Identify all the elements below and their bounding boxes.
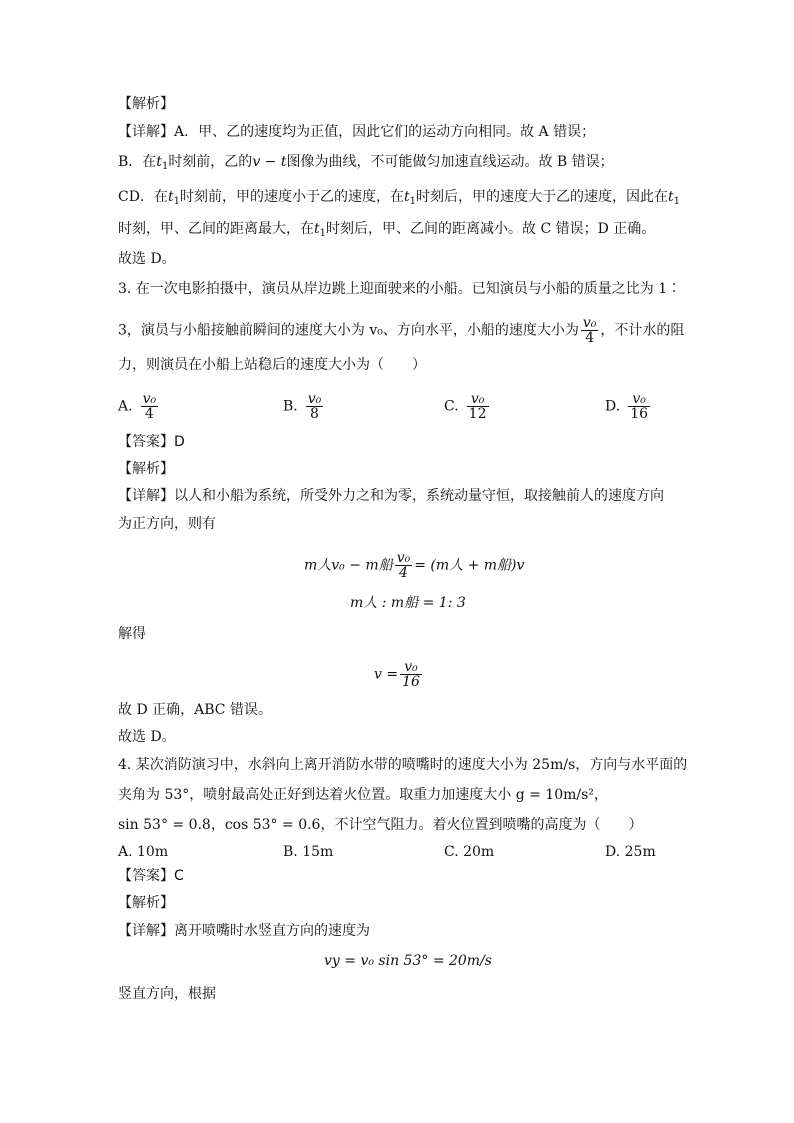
option-c	[444, 392, 491, 421]
fraction	[141, 392, 159, 421]
fraction-den: 16	[402, 674, 420, 690]
b-mid: 时刻前，乙的	[168, 154, 253, 170]
q3-detail-text: 以人和小船为系统，所受外力之和为零，系统动量守恒，取接触前人的速度方向	[174, 488, 664, 504]
detail-cd-line-2	[118, 219, 655, 244]
q4-detail-text: 离开喷嘴时水竖直方向的速度为	[174, 923, 370, 939]
q3-detail-line-1	[118, 486, 664, 506]
mass-ratio-equation: m人 : m船 = 1: 3	[350, 595, 466, 611]
option-d	[605, 392, 652, 421]
t1-sub: 1	[173, 196, 180, 207]
option-label: B.	[283, 398, 298, 415]
vertical-velocity-equation: vy = v₀ sin 53° = 20m/s	[324, 953, 492, 969]
fraction-den: 16	[630, 406, 649, 422]
q4-option-c: C. 20m	[444, 844, 495, 860]
q3-line2-b: ，不计水的阻	[600, 322, 685, 339]
q3-choose: 故选 D。	[118, 729, 176, 745]
t1-symbol: t	[403, 189, 410, 205]
t1-sub: 1	[161, 161, 169, 172]
cd-c: 时刻后，甲的速度大于乙的速度，因此在	[415, 189, 668, 205]
q3-analysis-heading: 【解析】	[118, 461, 174, 477]
fraction	[467, 392, 489, 421]
option-label: D.	[605, 398, 621, 415]
momentum-equation	[304, 551, 524, 580]
detail-a-text: A．甲、乙的速度均为正值，因此它们的运动方向相同。故 A 错误；	[174, 124, 596, 140]
q3-line-1: 3. 在一次电影拍摄中，演员从岸边跳上迎面驶来的小船。已知演员与小船的质量之比为 1∶	[118, 281, 682, 297]
option-b	[283, 392, 325, 421]
q3-detail-line-2: 为正方向，则有	[118, 516, 216, 532]
t1-symbol: t	[314, 221, 320, 237]
fraction-den: 4	[399, 565, 408, 581]
eq1-right: = (m人 + m船)v	[414, 557, 525, 574]
fraction	[581, 316, 599, 345]
q4-line-2: 夹角为 53°，喷射最高处正好到达着火位置。取重力加速度大小 g = 10m/s²，	[118, 787, 608, 803]
fraction-num: v₀	[467, 392, 489, 407]
detail-a-line	[118, 122, 595, 142]
fraction-num: v₀	[142, 391, 157, 407]
fraction	[400, 660, 422, 689]
fraction-den: 8	[310, 406, 319, 422]
fraction	[306, 392, 324, 421]
cd2-a: 时刻，甲、乙间的距离最大，在	[118, 221, 314, 237]
t1-symbol: t	[156, 154, 162, 170]
t1-sub: 1	[409, 196, 416, 207]
eq1-left: m人v₀ − m船	[304, 557, 393, 574]
b-post: 图像为曲线，不可能做匀加速直线运动。故 B 错误；	[286, 154, 614, 170]
q3-conclusion: 故 D 正确，ABC 错误。	[118, 702, 272, 718]
detail-b-line	[118, 152, 614, 177]
fraction-num: v₀	[400, 660, 422, 675]
q4-analysis-heading: 【解析】	[118, 895, 174, 911]
b-pre: B．在	[118, 154, 157, 170]
q4-option-d: D. 25m	[605, 844, 656, 860]
cd2-b: 时刻后，甲、乙间的距离减小。故 C 错误；D 正确。	[326, 221, 656, 237]
q3-answer: 【答案】D	[118, 434, 185, 450]
analysis-heading: 【解析】	[118, 96, 174, 112]
vt-symbol: v − t	[252, 154, 287, 170]
q4-line-1: 4. 某次消防演习中，水斜向上离开消防水带的喷嘴时的速度大小为 25m/s，方向与水平面的	[118, 757, 688, 773]
q4-last-line: 竖直方向，根据	[118, 986, 216, 1002]
t1-symbol: t	[667, 189, 674, 205]
cd-b: 时刻前，甲的速度小于乙的速度，在	[179, 189, 404, 205]
q3-line-3: 力，则演员在小船上站稳后的速度大小为（ ）	[118, 357, 426, 373]
option-label: A.	[118, 398, 133, 415]
fraction	[628, 392, 650, 421]
option-a	[118, 392, 160, 421]
fraction-num: v₀	[396, 550, 411, 566]
q4-option-b: B. 15m	[283, 844, 334, 860]
t1-sub: 1	[673, 196, 680, 207]
detail-tag: 【详解】	[118, 923, 174, 939]
t1-symbol: t	[167, 189, 174, 205]
fraction-num: v₀	[307, 391, 322, 407]
cd-a: CD．在	[118, 189, 168, 205]
q3-line-2	[118, 316, 684, 345]
detail-cd-line	[118, 187, 680, 212]
q4-line-3: sin 53° = 0.8，cos 53° = 0.6，不计空气阻力。着火位置到喷嘴的高度为（ ）	[118, 817, 643, 833]
fraction	[395, 551, 413, 580]
solve-label: 解得	[118, 626, 146, 642]
choose-line: 故选 D。	[118, 251, 176, 267]
eq3-left: v =	[374, 666, 399, 683]
option-label: C.	[444, 398, 459, 415]
q4-answer: 【答案】C	[118, 868, 184, 884]
t1-sub: 1	[319, 228, 327, 239]
detail-tag: 【详解】	[118, 488, 174, 504]
fraction-den: 4	[144, 406, 154, 422]
fraction-den: 4	[585, 330, 595, 346]
q3-line2-a: 3，演员与小船接触前瞬间的速度大小为 v₀、方向水平，小船的速度大小为	[118, 322, 579, 339]
q4-detail-line	[118, 921, 370, 941]
fraction-num: v₀	[628, 392, 650, 407]
detail-tag: 【详解】	[118, 124, 174, 140]
result-equation	[374, 660, 424, 689]
fraction-den: 12	[468, 406, 487, 422]
fraction-num: v₀	[582, 315, 597, 331]
q4-option-a: A. 10m	[118, 844, 169, 860]
